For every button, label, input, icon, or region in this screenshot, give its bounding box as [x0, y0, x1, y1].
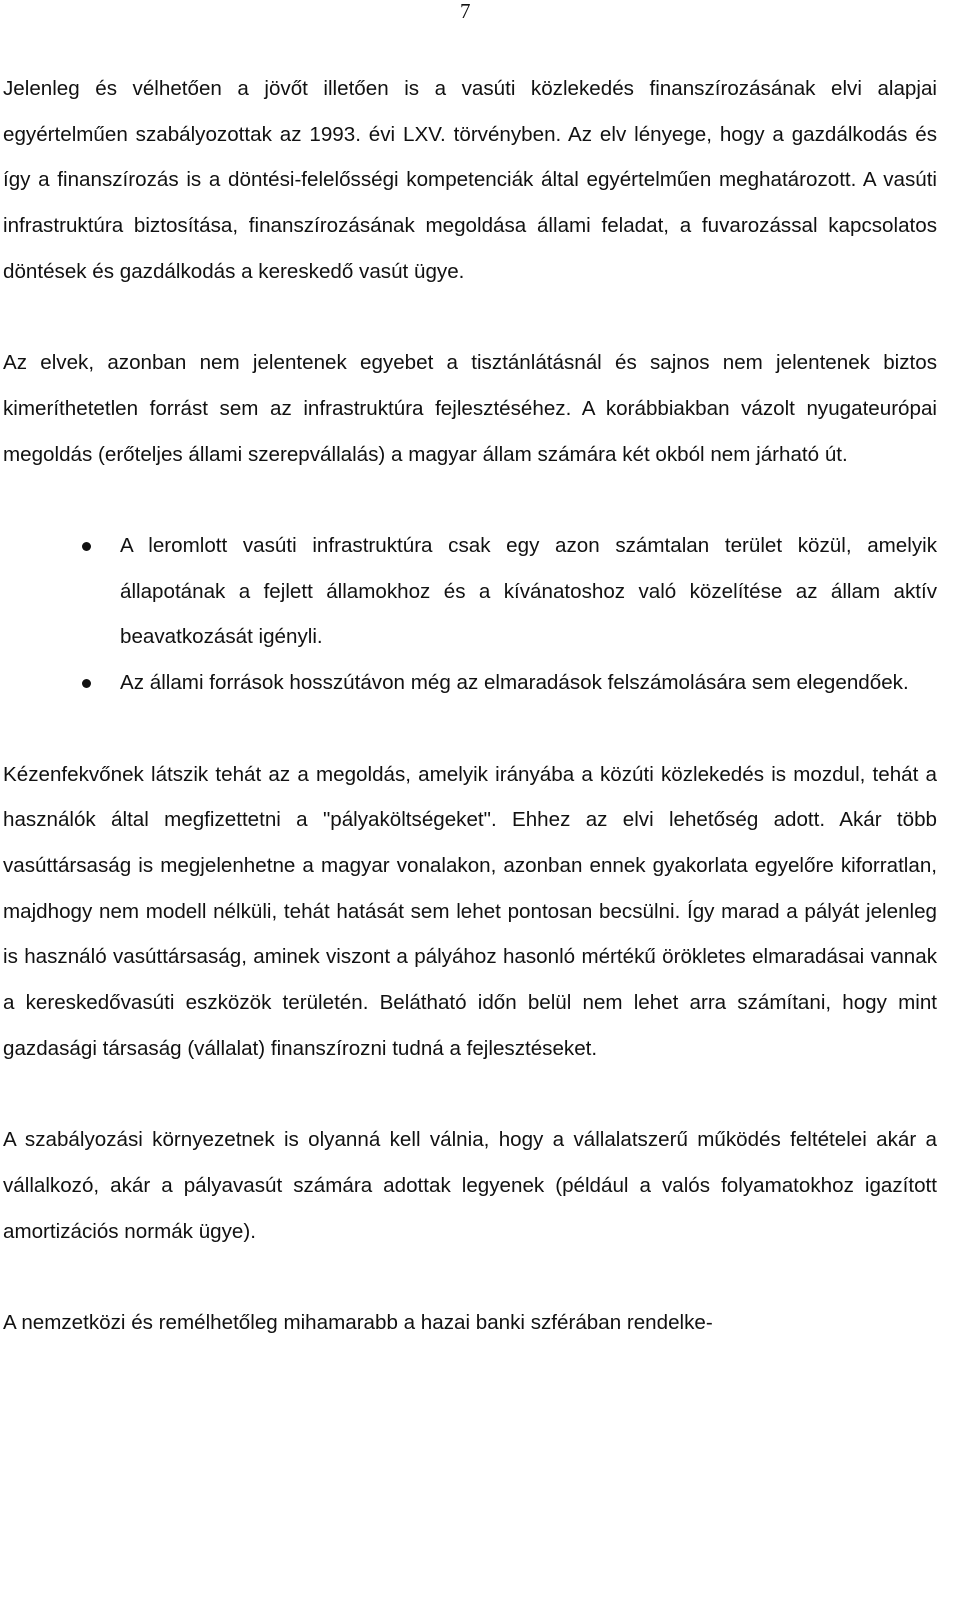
reasons-list: [3, 523, 937, 706]
bullet-icon: [3, 523, 120, 660]
paragraph-principles-limits: Az elvek, azonban nem jelentenek egyebet a tisztánlátásnál és sajnos nem jelentenek biztos kimeríthetetlen forrást sem az infrastruktúra fejlesztéséhez. A korábbiakban vázolt nyugateurópai megoldás (erőteljes állami szerepvállalás) a magyar állam számára két okból nem járható út.: [3, 351, 937, 466]
paragraph-financing-principles: Jelenleg és vélhetően a jövőt illetően is a vasúti közlekedés finanszírozásának elvi alapjai egyértelműen szabályozottak az 1993. évi LXV. törvényben. Az elv lényege, hogy a gazdálkodás és így a finanszírozás is a döntési-felelősségi kompetenciák által egyértelműen meghatározott. A vasúti infrastruktúra biztosítása, finanszírozásának megoldása állami feladat, a fuvarozással kapcsolatos döntések és gazdálkodás a kereskedő vasút ügye.: [3, 77, 937, 283]
page-number: 7: [460, 0, 471, 23]
list-item: [3, 660, 937, 706]
paragraph-regulatory-environment: A szabályozási környezetnek is olyanná kell válnia, hogy a vállalatszerű működés feltételei akár a vállalkozó, akár a pályavasút számára adottak legyenek (például a valós folyamatokhoz igazított amortizációs normák ügye).: [3, 1128, 937, 1243]
document-body: [3, 66, 937, 1391]
bullet-icon: [3, 660, 120, 706]
paragraph-user-pays-solution: Kézenfekvőnek látszik tehát az a megoldás, amelyik irányába a közúti közlekedés is mozdul, tehát a használók által megfizettetni a "pályaköltségeket". Ehhez az elvi lehetőség adott. Akár több vasúttársaság is megjelenhetne a magyar vonalakon, azonban ennek gyakorlata egyelőre kiforratlan, majdhogy nem modell nélküli, tehát hatását sem lehet pontosan becsülni. Így marad a pályát jelenleg is használó vasúttársaság, aminek viszont a pályához hasonló mértékű örökletes elmaradásai vannak a kereskedővasúti eszközök területén. Belátható időn belül nem lehet arra számítani, hogy mint gazdasági társaság (vállalat) finanszírozni tudná a fejlesztéseket.: [3, 762, 937, 1060]
list-item: [3, 523, 937, 660]
list-item-text: Az állami források hosszútávon még az elmaradások felszámolására sem elegendőek.: [120, 671, 909, 695]
list-item-text: A leromlott vasúti infrastruktúra csak egy azon számtalan terület közül, amelyik állapotának a fejlett államokhoz és a kívánatoshoz való közelítése az állam aktív beavatkozását igényli.: [120, 534, 937, 649]
paragraph-banking-sector: A nemzetközi és remélhetőleg mihamarabb a hazai banki szférában rendelke-: [3, 1310, 713, 1334]
